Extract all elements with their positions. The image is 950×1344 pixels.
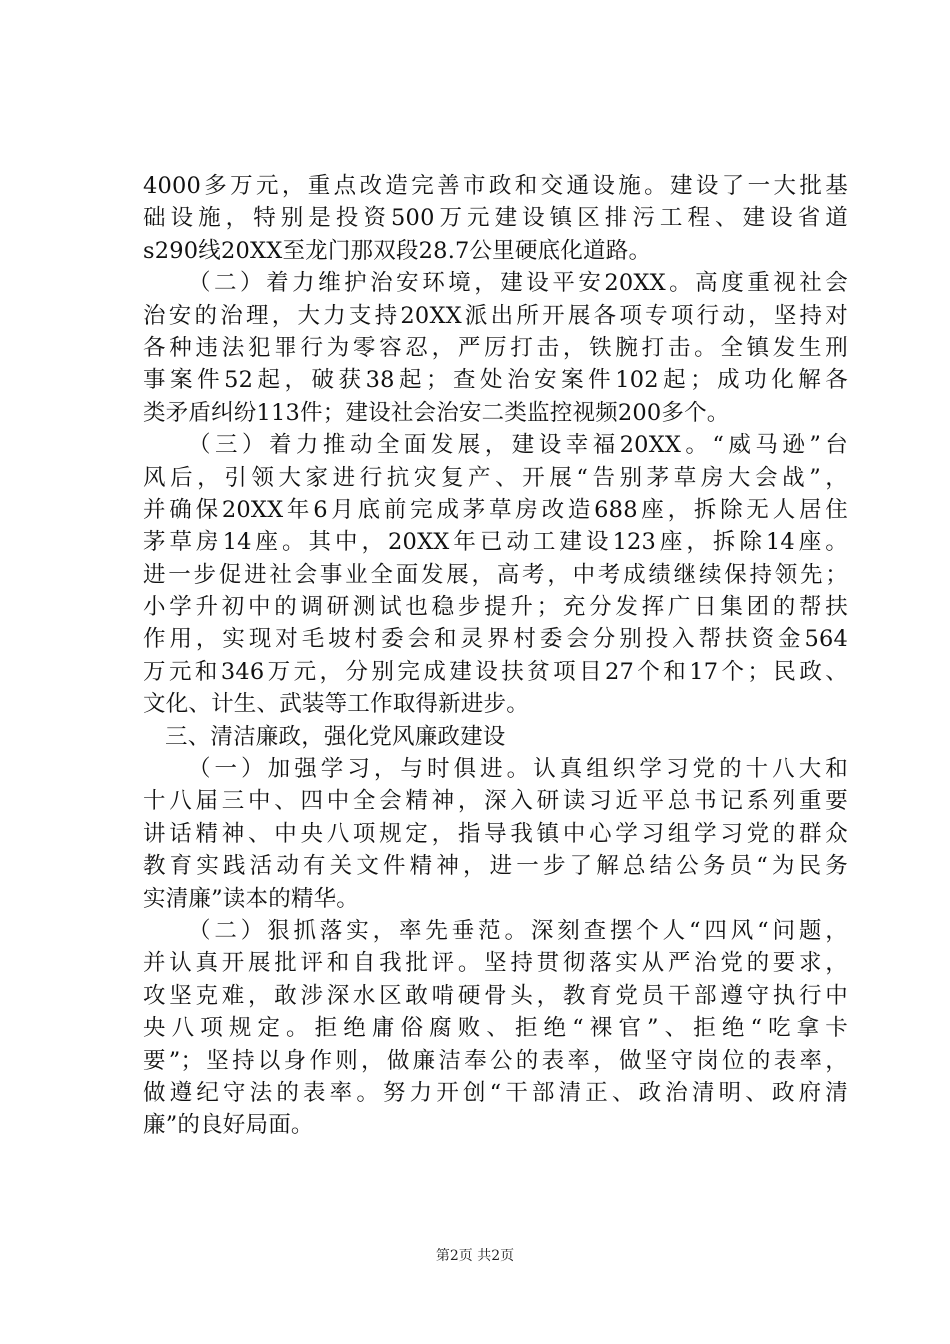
text-line: 实清廉”读本的精华。 <box>143 885 360 912</box>
page-number-footer: 第2页 共2页 <box>435 1248 515 1264</box>
text-line: 教育实践活动有关文件精神，进一步了解总结公务员“为民务 <box>143 853 848 880</box>
text-line: 小学升初中的调研测试也稳步提升；充分发挥广日集团的帮扶 <box>143 594 848 621</box>
text-line: （二）狠抓落实，率先垂范。深刻查摆个人“四风“问题， <box>188 917 848 944</box>
text-line: 讲话精神、中央八项规定，指导我镇中心学习组学习党的群众 <box>143 820 848 847</box>
text-line: 事案件52起，破获38起；查处治安案件102起；成功化解各 <box>143 367 848 394</box>
text-line: s290线20XX至龙门那双段28.7公里硬底化道路。 <box>143 237 652 264</box>
text-line: 并确保20XX年6月底前完成茅草房改造688座，拆除无人居住 <box>143 496 848 523</box>
text-line: 进一步促进社会事业全面发展，高考，中考成绩继续保持领先； <box>143 561 848 588</box>
text-line: 风后，引领大家进行抗灾复产、开展“告别茅草房大会战”， <box>143 464 848 491</box>
text-line: 文化、计生、武装等工作取得新进步。 <box>143 691 529 718</box>
text-line: 4000多万元，重点改造完善市政和交通设施。建设了一大批基 <box>143 173 848 199</box>
text-line: 础设施，特别是投资500万元建设镇区排污工程、建设省道 <box>143 205 848 232</box>
text-line: 作用，实现对毛坡村委会和灵界村委会分别投入帮扶资金564 <box>143 626 848 653</box>
text-line: 十八届三中、四中全会精神，深入研读习近平总书记系列重要 <box>143 788 848 815</box>
text-line: 并认真开展批评和自我批评。坚持贯彻落实从严治党的要求， <box>143 950 848 977</box>
text-line: 央八项规定。拒绝庸俗腐败、拒绝“裸官”、拒绝“吃拿卡 <box>143 1015 848 1042</box>
text-line: 万元和346万元，分别完成建设扶贫项目27个和17个；民政、 <box>143 658 848 685</box>
text-line: （二）着力维护治安环境，建设平安20XX。高度重视社会 <box>188 270 848 297</box>
text-line: 各种违法犯罪行为零容忍，严厉打击，铁腕打击。全镇发生刑 <box>143 334 848 361</box>
text-line: 类矛盾纠纷113件；建设社会治安二类监控视频200多个。 <box>143 399 730 426</box>
text-line: （三）着力推动全面发展，建设幸福20XX。“威马逊”台 <box>188 432 848 459</box>
text-line: 廉”的良好局面。 <box>143 1112 314 1139</box>
text-line: 攻坚克难，敢涉深水区敢啃硬骨头，教育党员干部遵守执行中 <box>143 982 848 1009</box>
text-line: 要”；坚持以身作则，做廉洁奉公的表率，做坚守岗位的表率， <box>143 1047 848 1074</box>
document-body <box>143 170 848 1142</box>
text-line: 茅草房14座。其中，20XX年已动工建设123座，拆除14座。 <box>143 529 848 556</box>
text-line: （一）加强学习，与时俱进。认真组织学习党的十八大和 <box>188 756 848 783</box>
text-line: 做遵纪守法的表率。努力开创“干部清正、政治清明、政府清 <box>143 1079 848 1106</box>
text-line: 治安的治理，大力支持20XX派出所开展各项专项行动，坚持对 <box>143 302 848 329</box>
section-heading: 三、清洁廉政，强化党风廉政建设 <box>165 723 506 750</box>
